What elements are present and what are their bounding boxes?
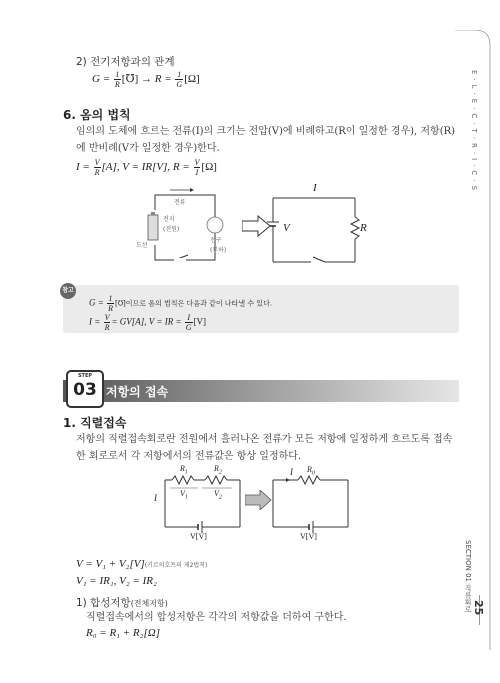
resistor-r0-icon [298,476,320,484]
bulb-label: 전구 [210,237,222,244]
equivalent-current-label: I [290,467,293,477]
step-word: STEP [77,373,93,379]
schematic-voltage-label: V [283,222,290,234]
conductance-heading: 2) 전기저항과의 관계 [76,56,175,68]
equivalent-source-label: V[V] [300,532,317,541]
battery-sub-label: (전원) [163,226,180,233]
ohm-schematic-circuit [265,182,375,272]
step-number: 03 [73,380,97,400]
combined-resistance-heading: 1) 합성저항(전체저항) [76,597,168,609]
schematic-resistor-label: R [360,222,367,234]
series-drop-eq: V₁ = IR₁, V₂ = IR₂ [76,575,157,587]
schematic-switch-icon [313,257,325,262]
step-title: 저항의 접속 [106,385,169,399]
bulb-sub-label: (부하) [210,247,227,254]
side-tab-label: E·L·E·C·T·R·I·C·S [470,70,478,194]
current-label: 전류 [174,199,186,206]
series-r1-label: $R_1$ [180,464,188,476]
combined-resistance-body: 직렬접속에서의 합성저항은 각각의 저항값을 더하여 구한다. [86,612,347,623]
footer-section-label: SECTION 01 직류회로 [464,540,472,613]
series-heading: 1. 직렬접속 [63,416,127,430]
series-v2-label: $V_2$ [214,489,222,501]
note-line-2: I = $\frac{V}{R}$ = GV[A], V = IR = $\frac{I}{G}$ [V] [89,313,207,332]
ohm-law-formula: I = $\frac{V}{R}$ [A], V = IR[V], R = $\frac{V}{I}$ [Ω] [76,158,217,177]
battery-icon [148,215,158,240]
series-equivalent-circuit [268,470,353,540]
series-body: 저항의 직렬접속회로란 전원에서 흘러나온 전류가 모든 저항에 일정하게 흐르도록 접속한 회로로서 각 저항에서의 전류값은 항상 일정하다. [76,434,453,462]
current-arrow-icon [190,188,194,192]
ohm-law-heading: 6. 옴의 법칙 [63,108,131,122]
page-number: 25 [472,600,485,616]
series-source-label: V[V] [190,532,207,541]
series-voltage-eq: V = V₁ + V₂[V](키르히호프의 제2법칙) [76,558,208,570]
resistor-r2-icon [205,476,227,484]
conductance-formula: G = $\frac{1}{R}$ [℧] → R = $\frac{1}{G}$ [Ω] [92,70,200,89]
step-badge [66,370,104,408]
series-current-label: I [154,493,157,503]
note-badge: 참고 [60,283,76,299]
series-circuit [150,465,250,540]
note-line-1: G = $\frac{1}{R}$ [℧]이므로 옴의 법칙은 다음과 같이 나타낼 수 있다. [89,294,273,313]
series-v1-label: $V_1$ [180,489,188,501]
combined-resistance-eq: R₀ = R₁ + R₂[Ω] [86,627,160,639]
equivalent-r0-label: $R_0$ [307,465,315,477]
resistor-r1-icon [172,476,194,484]
ohm-law-body: 임의의 도체에 흐르는 전류(I)의 크기는 전압(V)에 비례하고(R이 일정한 경우), 저항(R)에 반비례(V가 일정한 경우)한다. [76,126,456,154]
wire-label: 도선 [136,242,148,249]
resistor-icon [351,217,359,239]
schematic-current-label: I [313,182,317,194]
battery-label: 전지 [163,216,175,223]
series-r2-label: $R_2$ [214,464,222,476]
